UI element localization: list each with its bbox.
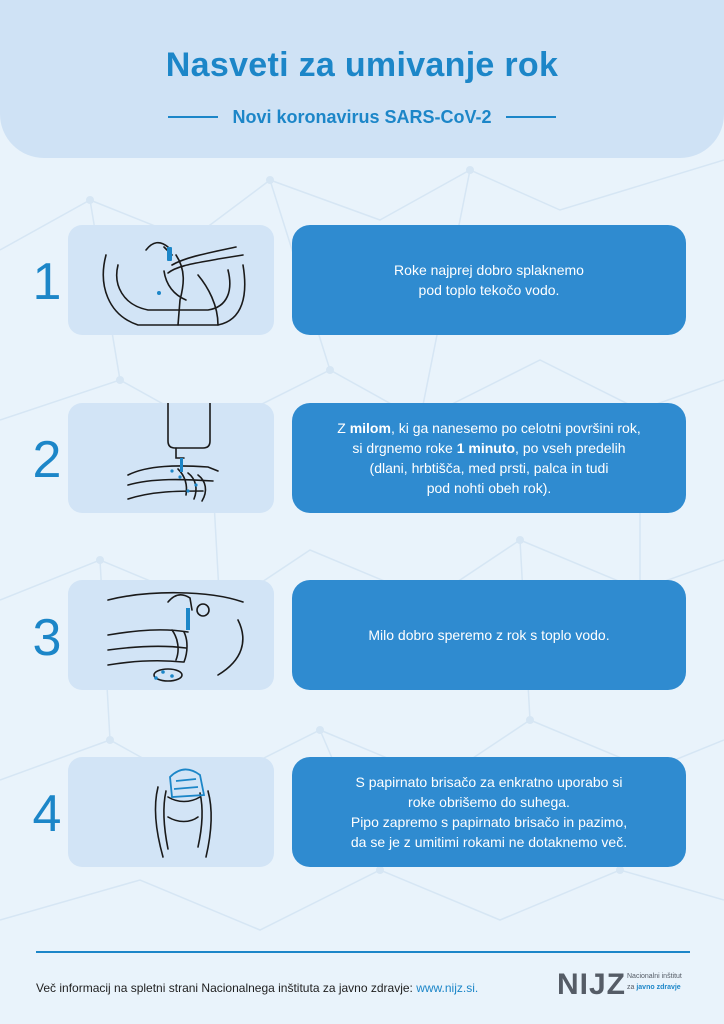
step-3-card (292, 580, 686, 690)
logo-mark: NIJZ (557, 968, 627, 1001)
step-3-text: Milo dobro speremo z rok s toplo vodo. (368, 627, 610, 643)
soap-dispenser-icon (68, 403, 274, 513)
footer-info: Več informacij na spletni strani Nacionalnega inštituta za javno zdravje: www.nijz.si. (36, 981, 479, 995)
step-number-2: 2 (32, 431, 62, 489)
subtitle-rule-left (168, 116, 218, 118)
page-title: Nasveti za umivanje rok (165, 46, 559, 84)
step-1-card (292, 225, 686, 335)
hands-under-tap-icon (68, 225, 274, 335)
step-4-card (292, 757, 686, 867)
step-1-illustration (68, 225, 274, 335)
subtitle-rule-right (506, 116, 556, 118)
logo-line2: za javno zdravje (627, 984, 681, 991)
paper-towel-icon (68, 757, 274, 867)
step-number-1: 1 (32, 253, 62, 311)
step-4-illustration (68, 757, 274, 867)
step-2-text: Z milom, ki ga nanesemo po celotni površini rok, si drgnemo roke 1 minuto, po vseh predelih (dlani, hrbtišča, med prsti, palca in tudi pod nohti obeh rok). (337, 420, 641, 496)
step-2-card (292, 403, 686, 513)
step-1-text: Roke najprej dobro splaknemo pod toplo tekočo vodo. (394, 262, 584, 298)
rinse-hands-icon (68, 580, 274, 690)
step-3-illustration (68, 580, 274, 690)
page-subtitle: Novi koronavirus SARS-CoV-2 (232, 106, 492, 127)
step-2-illustration (68, 403, 274, 513)
step-4-text: S papirnato brisačo za enkratno uporabo si roke obrišemo do suhega. Pipo zapremo s papirnato brisačo in pazimo, da se je z umitimi rokami ne dotaknemo več. (350, 774, 628, 850)
nijz-logo (557, 968, 697, 1008)
step-number-4: 4 (32, 785, 62, 843)
nijz-website-link[interactable]: www.nijz.si. (416, 981, 479, 995)
footer-divider (36, 951, 690, 953)
step-number-3: 3 (32, 609, 62, 667)
subtitle-row (0, 104, 724, 130)
logo-line1: Nacionalni inštitut (627, 973, 682, 980)
